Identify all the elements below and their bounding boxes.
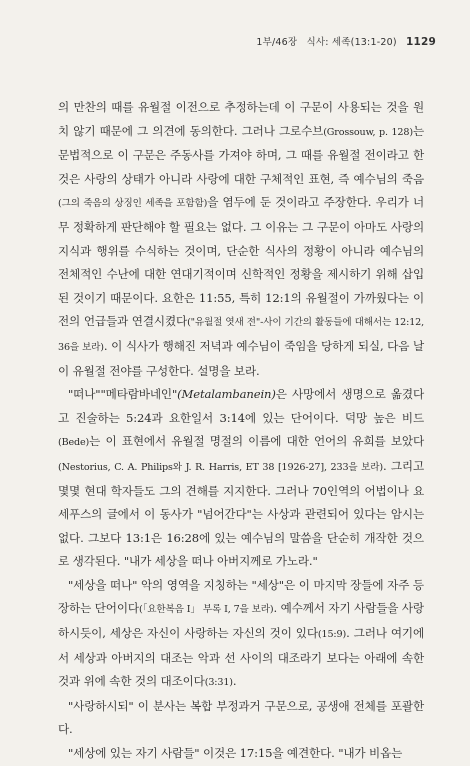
citation-text: (3:31)	[204, 677, 233, 689]
body-text	[58, 96, 424, 766]
text-run: . 이 식사가 행해진 저녁과 예수님이 죽임을 당하게 되실, 다음 날이 유월절 전야를 구성한다. 설명을 보라.	[58, 338, 424, 378]
text-run: .	[232, 674, 237, 689]
page-number: 1129	[405, 36, 436, 48]
citation-text: (Bede)	[58, 437, 90, 449]
text-run: "사랑하시되" 이 분사는 복합 부정과거 구문으로, 공생애 전체를 포괄한다.	[58, 698, 424, 737]
paragraph	[58, 695, 424, 742]
section-title: 식사: 세족(13:1-20)	[306, 37, 397, 48]
italic-term: (Metalambanein)	[177, 387, 276, 402]
text-run: . 그리고 몇몇 현대 학자들도 그의 견해를 지지한다. 그러나 70인역의 어법이나 요세푸스의 글에서 이 동사가 "넘어간다"는 사상과 관련되어 있다는 암시는 없다. 그보다 13:1은 16:28에 있는 예수님의 말씀을 단순히 개작한 것으로 생각된다. "내가 세상을 떠나 아버지께로 가노라."	[58, 458, 424, 569]
text-run: 을 염두에 둔 것이라고 주장한다. 우리가 너무 정확하게 판단해야 할 필요는 없다. 그 이유는 그 구문이 아마도 사랑의 지식과 행위를 수식하는 것이며, 단순한 식사의 정황이 아니라 예수님의 전체적인 수난에 대한 연대기적이며 신학적인 정황을 제시하기 위해 삽입된 것이기 때문이다. 요한은 11:55, 특히 12:1의 유월절이 가까웠다는 이전의 언급들과 연결시켰다	[58, 195, 424, 329]
text-run: "세상에 있는 자기 사람들" 이것은 17:15을 예견한다. "내가 비옵는	[68, 746, 403, 761]
paragraph	[58, 574, 424, 695]
citation-text: (15:9)	[317, 629, 347, 641]
text-run: 은 사망에서 생명으로 옮겼다고 진술하는 5:24과 요한일서 3:14에 있는 단어이다. 덕망 높은 비드	[58, 387, 424, 425]
text-run: . 예수께서 자기 사람들을 사랑하시듯이, 세상은 자신이 사랑하는 자신의 것이 있다	[58, 601, 424, 641]
citation-text: (Nestorius, C. A. Philips와 J. R. Harris, ET 38 [1926-27], 233을 보라)	[58, 461, 384, 473]
citation-text: (「요한복음 I」 부록 I, 7을 보라)	[138, 604, 274, 616]
text-run: . 그러나 여기에서 세상과 아버지의 대조는 악과 선 사이의 대조라기 보다는 아래에 속한 것과 위에 속한 것의 대조이다	[58, 626, 425, 689]
text-run: 의 만찬의 때를 유월절 이전으로 추정하는데 이 구문이 사용되는 것을 원치 않기 때문에 그 의견에 동의한다. 그러나 그로수브	[58, 100, 424, 138]
paragraph	[58, 383, 424, 574]
paragraph	[58, 96, 424, 383]
citation-text: (그의 죽음의 상징인 세족을 포함함)	[58, 198, 208, 210]
running-header	[256, 34, 436, 48]
chapter-label: 1부/46장	[256, 37, 298, 48]
text-run: "세상을 떠나" 악의 영역을 지칭하는 "세상"은 이 마지막 장들에 자주 등장하는 단어이다	[58, 577, 424, 616]
text-run: 는 문법적으로 이 구문은 주동사를 가져야 하며, 그 때를 유월절 전이라고 한 것은 사랑의 상태가 아니라 사랑에 대한 구체적인 표현, 즉 예수님의 죽음	[58, 123, 424, 186]
citation-text: (Grossouw, p. 128)	[323, 126, 413, 138]
paragraph	[58, 742, 424, 766]
text-run: "떠나""메타람바네인"	[68, 387, 178, 402]
text-run: 는 이 표현에서 유월절 명절의 이름에 대한 언어의 유희를 보았다	[89, 434, 424, 449]
citation-text: ("유월절 엿새 전"-사이 기간의 활동들에 대해서는 12:12, 36을 보라)	[58, 317, 425, 353]
